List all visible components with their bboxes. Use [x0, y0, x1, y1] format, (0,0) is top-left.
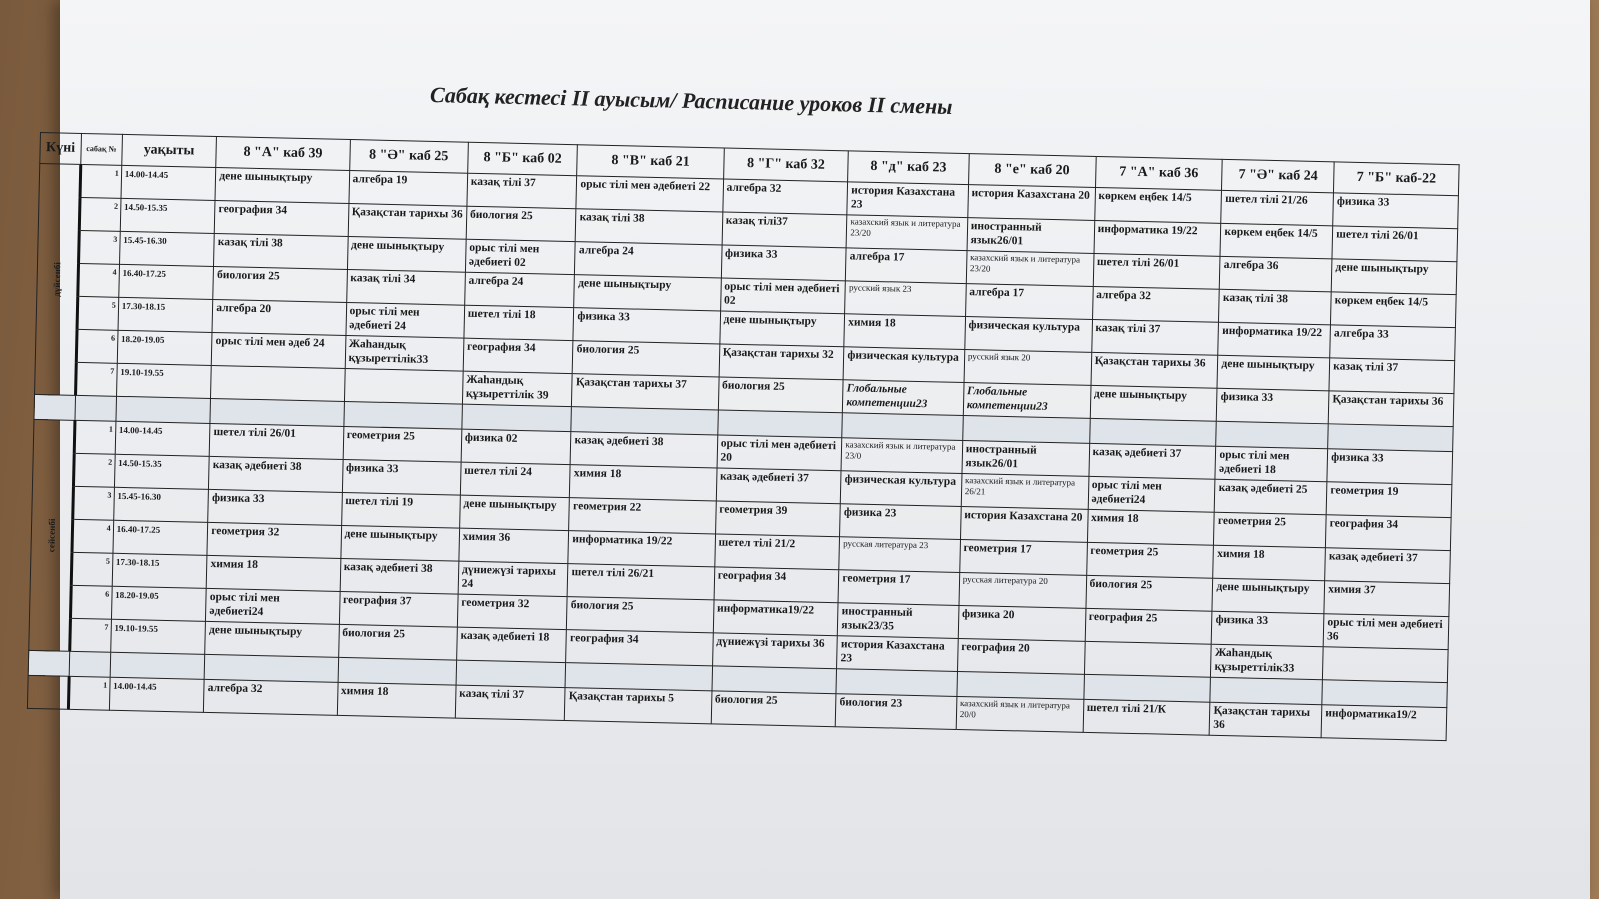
subject-cell: биология 25 [567, 597, 714, 633]
subject-cell: русский язык 20 [964, 350, 1092, 386]
subject-cell: казақ әдебиеті 37 [1325, 548, 1450, 584]
subject-cell: физическая культура [843, 347, 964, 383]
subject-cell: физика 20 [958, 605, 1086, 641]
subject-cell: казақ тілі 38 [214, 233, 348, 269]
subject-cell: геометрия 25 [1086, 542, 1214, 578]
subject-cell: география 34 [714, 567, 839, 603]
empty-cell [1210, 677, 1322, 705]
lesson-number: 6 [76, 329, 118, 363]
subject-cell: казақ тілі 37 [467, 173, 577, 208]
subject-cell: орыс тілі мен әдебиеті 24 [346, 302, 465, 338]
subject-cell: физическая культура [841, 471, 962, 507]
column-header: 8 "д" каб 23 [848, 151, 969, 185]
subject-cell: химия 18 [1087, 509, 1215, 545]
empty-cell [565, 663, 712, 691]
subject-cell: биология 25 [466, 206, 576, 241]
subject-cell: шетел тілі 19 [341, 492, 460, 528]
empty-cell [28, 650, 69, 676]
subject-cell: шетел тілі 21/26 [1221, 190, 1334, 226]
empty-cell [116, 396, 211, 423]
subject-cell: физика 33 [721, 245, 846, 281]
subject-cell: алгебра 32 [204, 679, 338, 715]
subject-cell: химия 18 [844, 314, 965, 350]
column-header: 8 "Б" каб 02 [468, 142, 578, 175]
subject-cell: казақ тілі 37 [1091, 319, 1219, 355]
lesson-number: 1 [80, 164, 122, 198]
schedule-body [27, 164, 1458, 741]
lesson-number: 2 [73, 453, 115, 487]
subject-cell: русская литература 20 [959, 572, 1087, 608]
day-label [29, 419, 75, 651]
lesson-time: 16.40-17.25 [113, 520, 208, 555]
subject-cell: казахский язык и литература 26/21 [961, 473, 1089, 509]
subject-cell: казақ тілі37 [722, 212, 847, 248]
empty-cell [34, 394, 75, 420]
lesson-number: 2 [79, 197, 121, 231]
lesson-time: 19.10-19.55 [116, 363, 211, 398]
subject-cell: орыс тілі мен әдебиеті 20 [717, 435, 842, 471]
empty-cell [571, 407, 718, 435]
subject-cell: химия 18 [1213, 545, 1326, 581]
lesson-time: 18.20-19.05 [111, 586, 206, 621]
subject-cell: казақ тілі 34 [346, 270, 465, 306]
day-text: дүйсенбі [51, 262, 63, 297]
subject-cell: алгебра 32 [1092, 286, 1220, 322]
subject-cell: орыс тілі мен әдебиеті 02 [465, 239, 575, 274]
subject-cell: Қазақстан тарихы 36 [1091, 352, 1219, 388]
empty-cell [1089, 418, 1216, 446]
subject-cell: дене шынықтыру [1212, 578, 1325, 614]
subject-cell: русская литература 23 [839, 537, 960, 573]
subject-cell: химия 18 [337, 682, 456, 718]
subject-cell: казақ тілі 38 [576, 209, 723, 245]
page-title: Сабақ кестесі ІІ ауысым/ Расписание уроков ІІ смены [429, 82, 953, 119]
subject-cell: казақ әдебиеті 38 [209, 456, 343, 492]
lesson-number: 7 [70, 618, 112, 652]
day-label [27, 675, 69, 709]
subject-cell: физика 33 [342, 459, 461, 495]
lesson-number: 1 [74, 420, 116, 454]
subject-cell: шетел тілі 26/01 [1332, 226, 1457, 262]
empty-cell [717, 410, 842, 438]
subject-cell: алгебра 20 [212, 299, 346, 335]
lesson-number: 4 [78, 263, 120, 297]
column-header: 8 "Ә" каб 25 [349, 140, 468, 174]
subject-cell: биология 25 [213, 266, 347, 302]
lesson-number: 1 [68, 676, 110, 710]
subject-cell: история Казахстана 20 [968, 185, 1096, 221]
subject-cell: казақ тілі 37 [455, 685, 565, 720]
subject-cell: геометрия 19 [1326, 482, 1451, 518]
column-header: Күні [40, 133, 82, 165]
subject-cell: орыс тілі мен әдеб 24 [212, 332, 346, 368]
day-label [35, 164, 81, 396]
column-header: 8 "А" каб 39 [216, 137, 350, 171]
subject-cell: дене шынықтыру [205, 621, 339, 657]
lesson-number: 4 [72, 519, 114, 553]
lesson-time: 14.00-14.45 [121, 165, 216, 200]
subject-cell: биология 25 [338, 624, 457, 660]
empty-cell [836, 669, 957, 697]
column-header: 8 "Г" каб 32 [723, 148, 848, 182]
lesson-time: 14.50-15.35 [120, 198, 215, 233]
subject-cell: алгебра 17 [965, 284, 1093, 320]
subject-cell: химия 18 [206, 555, 340, 591]
lesson-number: 6 [70, 585, 112, 619]
subject-cell: дене шынықтыру [215, 168, 349, 204]
subject-cell: Жаһандық құзыреттілік33 [345, 335, 464, 371]
subject-cell: геометрия 17 [959, 539, 1087, 575]
subject-cell [1084, 641, 1212, 677]
subject-cell: физика 23 [840, 504, 961, 540]
subject-cell: казақ тілі 37 [1329, 358, 1454, 394]
empty-cell [1216, 421, 1328, 449]
subject-cell: алгебра 33 [1330, 325, 1455, 361]
column-header: 7 "Б" каб-22 [1334, 162, 1459, 196]
column-header: 8 "В" каб 21 [577, 145, 724, 179]
subject-cell: орыс тілі мен әдебиеті24 [1088, 476, 1216, 512]
subject-cell: көркем еңбек 14/5 [1220, 223, 1333, 259]
subject-cell: геометрия 25 [1214, 512, 1327, 548]
empty-cell [343, 401, 462, 429]
subject-cell: биология 23 [836, 694, 957, 730]
subject-cell: дене шынықтыру [1331, 259, 1456, 295]
subject-cell: алгебра 19 [349, 171, 468, 207]
subject-cell: физическая культура [965, 317, 1093, 353]
empty-cell [456, 660, 566, 687]
empty-cell [210, 398, 344, 426]
lesson-number: 5 [77, 296, 119, 330]
subject-cell: биология 25 [711, 691, 836, 727]
subject-cell: Глобальные компетенции23 [843, 380, 964, 416]
empty-cell [110, 652, 205, 679]
subject-cell: иностранный язык26/01 [967, 218, 1095, 254]
subject-cell: география 37 [339, 591, 458, 627]
subject-cell: казахский язык и литература 23/20 [846, 215, 967, 251]
lesson-number: 5 [71, 552, 113, 586]
subject-cell: орыс тілі мен әдебиеті 18 [1215, 446, 1328, 482]
subject-cell: шетел тілі 21/2 [714, 534, 839, 570]
subject-cell: физика 33 [573, 308, 720, 344]
empty-cell [1322, 680, 1447, 708]
subject-cell: дүниежүзі тарихы 36 [712, 633, 837, 669]
empty-cell [69, 651, 110, 677]
subject-cell: шетел тілі 26/01 [209, 423, 343, 459]
lesson-time: 14.00-14.45 [115, 421, 210, 456]
subject-cell: шетел тілі 26/01 [1093, 253, 1221, 289]
subject-cell: история Казахстана 20 [960, 506, 1088, 542]
subject-cell: орыс тілі мен әдебиеті 02 [720, 278, 845, 314]
subject-cell: история Казахстана 23 [847, 182, 968, 218]
subject-cell: география 34 [566, 630, 713, 666]
subject-cell: Қазақстан тарихы 36 [348, 204, 467, 240]
subject-cell: информатика 19/22 [568, 531, 715, 567]
subject-cell: дене шынықтыру [1217, 355, 1330, 391]
subject-cell: химия 18 [570, 465, 717, 501]
subject-cell: орыс тілі мен әдебиеті24 [206, 588, 340, 624]
subject-cell: шетел тілі 21/К [1083, 699, 1211, 735]
subject-cell: алгебра 17 [846, 248, 967, 284]
subject-cell: көркем еңбек 14/5 [1094, 187, 1222, 223]
subject-cell: дене шынықтыру [1090, 385, 1218, 421]
subject-cell: химия 36 [459, 528, 569, 563]
lesson-time: 14.50-15.35 [114, 454, 209, 489]
subject-cell: иностранный язык26/01 [962, 441, 1090, 477]
empty-cell [1328, 424, 1453, 452]
subject-cell: информатика19/22 [713, 600, 838, 636]
subject-cell: география 34 [1326, 515, 1451, 551]
subject-cell: казақ әдебиеті 37 [1089, 443, 1217, 479]
subject-cell: физика 33 [1327, 449, 1452, 485]
subject-cell: казақ әдебиеті 18 [456, 627, 566, 662]
subject-cell: биология 25 [1086, 575, 1214, 611]
subject-cell: орыс тілі мен әдебиеті 22 [576, 176, 723, 212]
subject-cell: Қазақстан тарихы 36 [1328, 391, 1453, 427]
empty-cell [338, 657, 457, 685]
empty-cell [712, 666, 837, 694]
subject-cell: алгебра 36 [1220, 256, 1333, 292]
subject-cell [211, 365, 345, 401]
day-text: сейсенбі [45, 518, 57, 553]
subject-cell: геометрия 22 [569, 498, 716, 534]
lesson-number: 3 [78, 230, 120, 264]
subject-cell: география 34 [463, 338, 573, 373]
subject-cell: алгебра 24 [575, 242, 722, 278]
empty-cell [957, 671, 1084, 699]
column-header: сабақ № [81, 133, 123, 165]
lesson-time: 15.45-16.30 [113, 487, 208, 522]
column-header: 8 "е" каб 20 [968, 154, 1096, 188]
subject-cell: орыс тілі мен әдебиеті 36 [1323, 614, 1448, 650]
lesson-time: 18.20-19.05 [117, 330, 212, 365]
column-header: уақыты [121, 134, 216, 167]
subject-cell: геометрия 25 [343, 426, 462, 462]
empty-cell [75, 395, 116, 421]
subject-cell: физика 33 [1217, 388, 1330, 424]
subject-cell: геометрия 32 [207, 522, 341, 558]
subject-cell: геометрия 39 [715, 501, 840, 537]
subject-cell: информатика19/2 [1321, 705, 1446, 741]
subject-cell: дене шынықтыру [574, 275, 721, 311]
column-header: 7 "Ә" каб 24 [1222, 159, 1334, 193]
schedule-table [27, 132, 1460, 741]
lesson-time: 19.10-19.55 [110, 619, 205, 654]
subject-cell: геометрия 17 [838, 570, 959, 606]
subject-cell: дүниежүзі тарихы 24 [458, 561, 568, 596]
subject-cell: биология 25 [718, 377, 843, 413]
lesson-time: 17.30-18.15 [118, 297, 213, 332]
subject-cell: көркем еңбек 14/5 [1331, 292, 1456, 328]
lesson-time: 16.40-17.25 [118, 264, 213, 299]
lesson-time: 14.00-14.45 [109, 677, 204, 712]
subject-cell: геометрия 32 [457, 594, 567, 629]
subject-cell: информатика 19/22 [1094, 220, 1222, 256]
empty-cell [204, 654, 338, 682]
subject-cell: казақ әдебиеті 38 [340, 558, 459, 594]
subject-cell: дене шынықтыру [720, 311, 845, 347]
subject-cell: казақ тілі 38 [1219, 289, 1332, 325]
subject-cell: история Казахстана 23 [837, 636, 958, 672]
subject-cell: Қазақстан тарихы 37 [572, 374, 719, 410]
subject-cell: Жаһандық құзыреттілік 39 [462, 371, 572, 406]
subject-cell: физика 02 [461, 429, 571, 464]
subject-cell: дене шынықтыру [459, 495, 569, 530]
subject-cell: казақ әдебиеті 37 [716, 468, 841, 504]
subject-cell: казахский язык и литература 23/20 [966, 251, 1094, 287]
subject-cell: биология 25 [573, 341, 720, 377]
subject-cell: география 25 [1085, 608, 1213, 644]
subject-cell: шетел тілі 18 [464, 305, 574, 340]
subject-cell: алгебра 24 [465, 272, 575, 307]
subject-cell: география 20 [957, 638, 1085, 674]
subject-cell: шетел тілі 26/21 [568, 564, 715, 600]
subject-cell: Глобальные компетенции23 [963, 383, 1091, 419]
subject-cell: алгебра 32 [723, 179, 848, 215]
subject-cell: дене шынықтыру [347, 237, 466, 273]
subject-cell: химия 37 [1324, 581, 1449, 617]
subject-cell: дене шынықтыру [340, 525, 459, 561]
subject-cell: иностранный язык23/35 [838, 603, 959, 639]
lesson-time: 17.30-18.15 [112, 553, 207, 588]
subject-cell [1323, 647, 1448, 683]
subject-cell: казақ әдебиеті 38 [571, 432, 718, 468]
subject-cell: русский язык 23 [845, 281, 966, 317]
subject-cell: физика 33 [1212, 611, 1325, 647]
lesson-number: 3 [73, 486, 115, 520]
lesson-time: 15.45-16.30 [119, 231, 214, 266]
subject-cell: Жаһандық құзыреттілік33 [1211, 644, 1324, 680]
subject-cell: Қазақстан тарихы 32 [719, 344, 844, 380]
subject-cell: шетел тілі 24 [460, 462, 570, 497]
subject-cell: география 34 [215, 200, 349, 236]
column-header: 7 "А" каб 36 [1095, 156, 1223, 190]
empty-cell [962, 416, 1089, 444]
subject-cell: казахский язык и литература 20/0 [956, 696, 1084, 732]
subject-cell [344, 368, 463, 404]
subject-cell: информатика 19/22 [1218, 322, 1331, 358]
subject-cell: Қазақстан тарихы 5 [565, 688, 712, 724]
schedule-table-container [27, 132, 1470, 741]
subject-cell: казахский язык и литература 23/0 [841, 438, 962, 474]
subject-cell: казақ әдебиеті 25 [1215, 479, 1328, 515]
lesson-number: 7 [75, 362, 117, 396]
empty-cell [1083, 674, 1210, 702]
subject-cell: физика 33 [208, 489, 342, 525]
empty-cell [842, 413, 963, 441]
empty-cell [462, 404, 572, 431]
subject-cell: физика 33 [1333, 193, 1458, 229]
subject-cell: Қазақстан тарихы 36 [1210, 702, 1323, 738]
